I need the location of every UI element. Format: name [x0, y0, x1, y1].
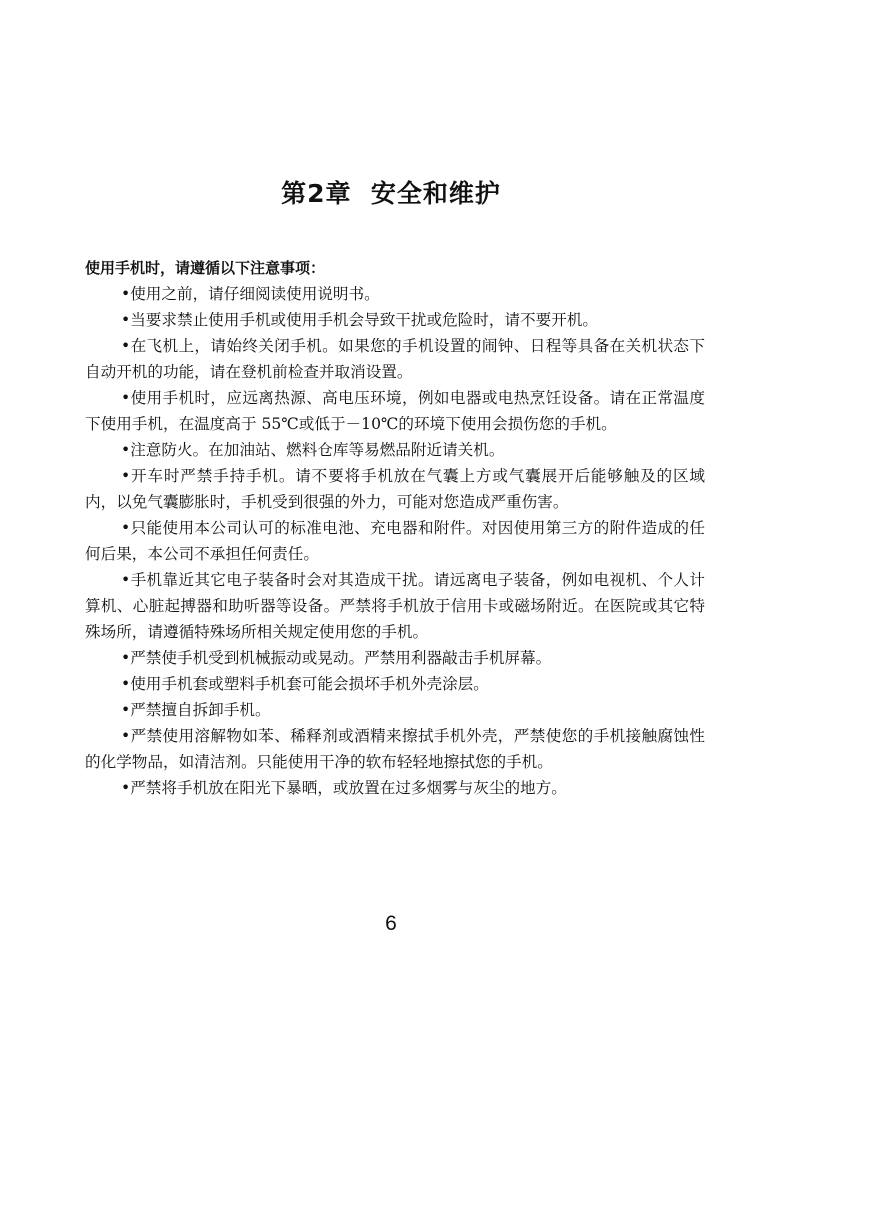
safety-item: •使用之前，请仔细阅读使用说明书。 [121, 285, 380, 303]
safety-section [85, 255, 705, 801]
safety-item: •手机靠近其它电子装备时会对其造成干扰。请远离电子装备，例如电视机、个人计算机、心脏起搏器和助听器等设备。严禁将手机放于信用卡或磁场附近。在医院或其它特殊场所，请遵循特殊场所相关规定使用您的手机。 [85, 571, 705, 641]
page-number: 6 [385, 912, 397, 935]
safety-item: •严禁使用溶解物如苯、稀释剂或酒精来擦拭手机外壳，严禁使您的手机接触腐蚀性的化学物品，如清洁剂。只能使用干净的软布轻轻地擦拭您的手机。 [85, 727, 705, 771]
safety-item: •开车时严禁手持手机。请不要将手机放在气囊上方或气囊展开后能够触及的区域内，以免气囊膨胀时，手机受到很强的外力，可能对您造成严重伤害。 [85, 467, 705, 511]
safety-item: •严禁将手机放在阳光下暴晒，或放置在过多烟雾与灰尘的地方。 [121, 779, 567, 797]
chapter-title: 第2章 安全和维护 [281, 179, 501, 208]
safety-item: •注意防火。在加油站、燃料仓库等易燃品附近请关机。 [121, 441, 505, 459]
safety-list [85, 281, 705, 801]
safety-item: •使用手机套或塑料手机套可能会损坏手机外壳涂层。 [121, 675, 489, 693]
intro-heading: 使用手机时，请遵循以下注意事项： [85, 259, 326, 277]
safety-item: •严禁使手机受到机械振动或晃动。严禁用利器敲击手机屏幕。 [121, 649, 552, 667]
safety-item: •只能使用本公司认可的标准电池、充电器和附件。对因使用第三方的附件造成的任何后果，本公司不承担任何责任。 [85, 519, 705, 563]
safety-item: •在飞机上，请始终关闭手机。如果您的手机设置的闹钟、日程等具备在关机状态下自动开机的功能，请在登机前检查并取消设置。 [85, 337, 705, 381]
safety-item: •使用手机时，应远离热源、高电压环境，例如电器或电热烹饪设备。请在正常温度下使用手机，在温度高于 55℃或低于－10℃的环境下使用会损伤您的手机。 [85, 389, 705, 433]
safety-item: •当要求禁止使用手机或使用手机会导致干扰或危险时，请不要开机。 [121, 311, 599, 329]
safety-item: •严禁擅自拆卸手机。 [121, 701, 271, 719]
